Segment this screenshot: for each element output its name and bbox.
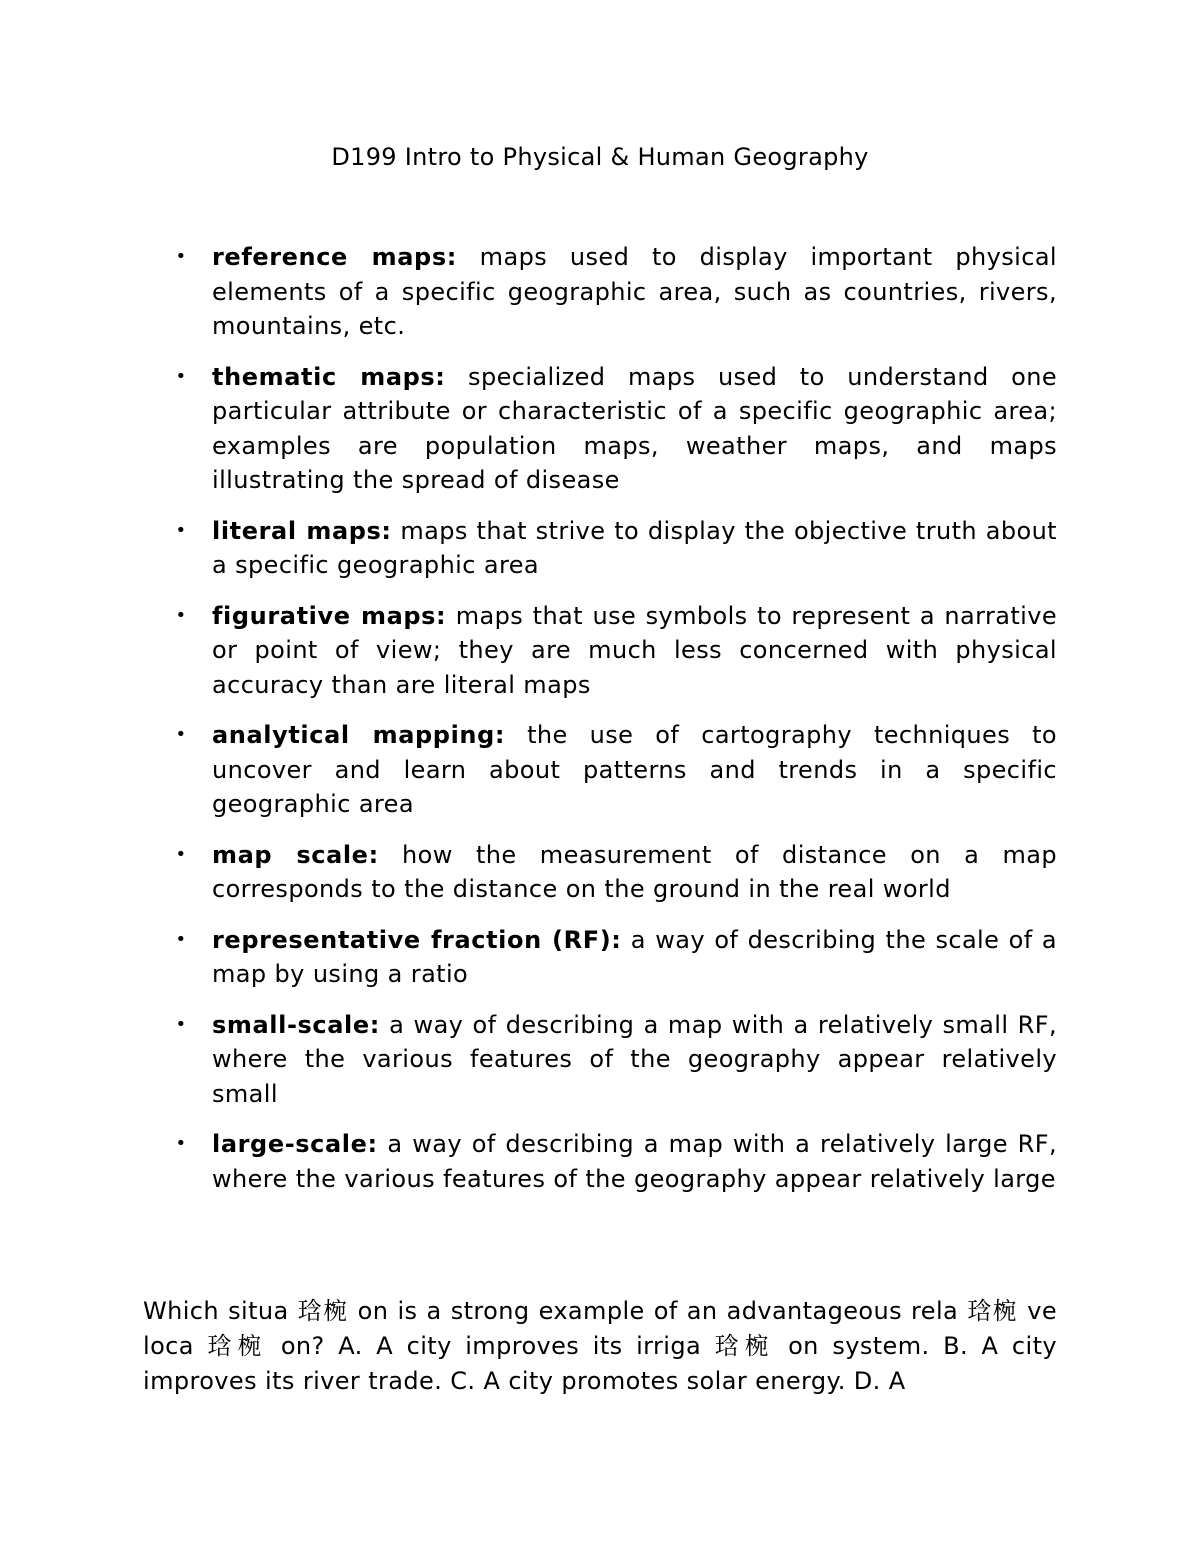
document-title: D199 Intro to Physical & Human Geography xyxy=(331,143,869,171)
bullet-icon: • xyxy=(175,724,187,745)
glossary-item-large-scale xyxy=(175,1127,1057,1196)
bullet-icon: • xyxy=(175,519,187,541)
glossary-term: analytical mapping: xyxy=(212,721,506,749)
bullet-icon: • xyxy=(175,365,187,387)
glossary-term: figurative maps: xyxy=(212,601,447,630)
glossary-term: small-scale: xyxy=(212,1010,380,1039)
glossary-definition: specialized maps used to understand one particular attribute or characteristic of a specific geographic area; examples are population maps, weather maps, and maps illustrating the spread of disease xyxy=(212,362,1057,494)
bullet-icon: • xyxy=(175,1013,187,1035)
glossary-definition: a way of describing a map with a relatively small RF, where the various features of the geography appear relatively small xyxy=(212,1010,1057,1108)
glossary-definition: maps that strive to display the objective truth about a specific geographic area xyxy=(212,516,1057,579)
glossary-definition: maps that use symbols to represent a narrative or point of view; they are much less concerned with physical accuracy than are literal maps xyxy=(212,601,1058,699)
glossary-item-reference-maps xyxy=(175,240,1057,344)
bullet-icon: • xyxy=(175,604,187,626)
glossary-item-representative-fraction xyxy=(175,923,1058,992)
bullet-icon: • xyxy=(175,843,187,865)
glossary-definition: maps used to display important physical elements of a specific geographic area, such as countries, rivers, mountains, etc. xyxy=(212,243,1057,340)
bullet-icon: • xyxy=(175,928,187,950)
glossary-term: thematic maps: xyxy=(212,362,446,391)
glossary-definition: a way of describing the scale of a map by using a ratio xyxy=(212,925,1058,988)
bullet-icon: • xyxy=(175,1133,187,1154)
glossary-item-literal-maps xyxy=(175,514,1057,583)
glossary-definition: a way of describing a map with a relatively large RF, where the various features of the geography appear relatively large xyxy=(212,1130,1057,1193)
glossary-list xyxy=(175,240,1058,1212)
bullet-icon: • xyxy=(175,246,187,267)
glossary-definition: how the measurement of distance on a map corresponds to the distance on the ground in the real world xyxy=(212,840,1058,903)
glossary-term: literal maps: xyxy=(212,516,392,545)
glossary-item-small-scale xyxy=(175,1008,1057,1112)
glossary-item-thematic-maps xyxy=(175,360,1057,498)
glossary-item-map-scale xyxy=(175,838,1058,907)
glossary-term: reference maps: xyxy=(212,243,457,271)
glossary-term: representative fraction (RF): xyxy=(212,925,622,954)
glossary-definition: the use of cartography techniques to uncover and learn about patterns and trends in a specific geographic area xyxy=(212,721,1058,818)
glossary-term: large-scale: xyxy=(212,1130,378,1158)
question-text: Which situa 琀椀 on is a strong example of an advantageous rela 琀椀 ve loca 琀椀 on? A. A city improves its irriga 琀椀 on system. B. A city improves its river trade. C. A city promotes solar energy. D. A xyxy=(143,1297,1057,1395)
glossary-term: map scale: xyxy=(212,840,379,869)
glossary-item-analytical-mapping xyxy=(175,718,1058,822)
glossary-item-figurative-maps xyxy=(175,599,1058,703)
